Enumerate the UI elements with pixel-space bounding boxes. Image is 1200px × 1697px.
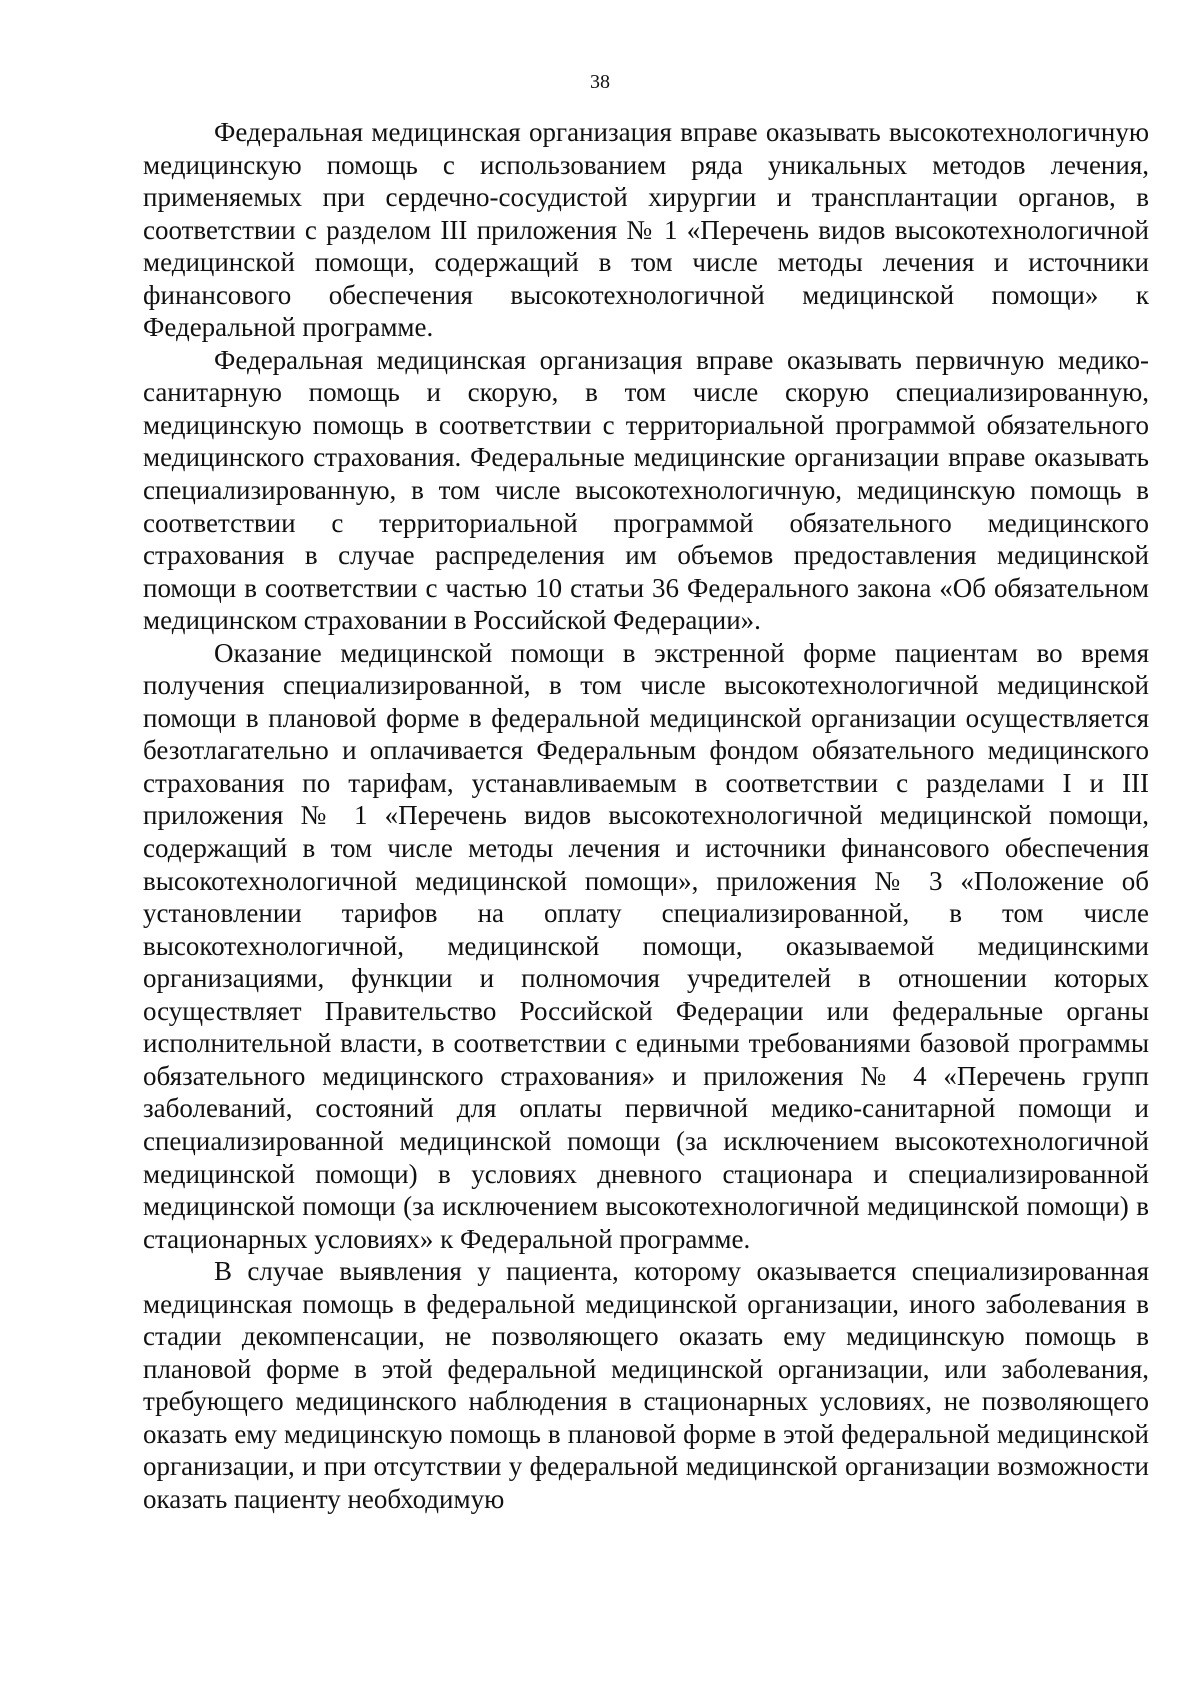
paragraph-2: Федеральная медицинская организация вправе оказывать первичную медико-санитарную помощь и скорую, в том числе скорую специализированную, медицинскую помощь в соответствии с территориальной программой обязательного медицинского страхования. Федеральные медицинские организации вправе оказывать специализированную, в том числе высокотехнологичную, медицинскую помощь в соответствии с территориальной программой обязательного медицинского страхования в случае распределения им объемов предоставления медицинской помощи в соответствии с частью 10 статьи 36 Федерального закона «Об обязательном медицинском страховании в Российской Федерации».: [143, 344, 1149, 636]
page-number: 38: [590, 71, 610, 93]
document-body: [143, 116, 1149, 1516]
paragraph-4: В случае выявления у пациента, которому оказывается специализированная медицинская помощь в федеральной медицинской организации, иного заболевания в стадии декомпенсации, не позволяющего оказать ему медицинскую помощь в плановой форме в этой федеральной медицинской организации, или заболевания, требующего медицинского наблюдения в стационарных условиях, не позволяющего оказать ему медицинскую помощь в плановой форме в этой федеральной медицинской организации, и при отсутствии у федеральной медицинской организации возможности оказать пациенту необходимую: [143, 1256, 1149, 1514]
paragraph-1: Федеральная медицинская организация вправе оказывать высокотехнологичную медицинскую помощь с использованием ряда уникальных методов лечения, применяемых при сердечно-сосудистой хирургии и трансплантации органов, в соответствии с разделом III приложения № 1 «Перечень видов высокотехнологичной медицинской помощи, содержащий в том числе методы лечения и источники финансового обеспечения высокотехнологичной медицинской помощи» к Федеральной программе.: [143, 117, 1149, 343]
paragraph-3: Оказание медицинской помощи в экстренной форме пациентам во время получения специализированной, в том числе высокотехнологичной медицинской помощи в плановой форме в федеральной медицинской организации осуществляется безотлагательно и оплачивается Федеральным фондом обязательного медицинского страхования по тарифам, устанавливаемым в соответствии с разделами I и III приложения № 1 «Перечень видов высокотехнологичной медицинской помощи, содержащий в том числе методы лечения и источники финансового обеспечения высокотехнологичной медицинской помощи», приложения № 3 «Положение об установлении тарифов на оплату специализированной, в том числе высокотехнологичной, медицинской помощи, оказываемой медицинскими организациями, функции и полномочия учредителей в отношении которых осуществляет Правительство Российской Федерации или федеральные органы исполнительной власти, в соответствии с едиными требованиями базовой программы обязательного медицинского страхования» и приложения № 4 «Перечень групп заболеваний, состояний для оплаты первичной медико-санитарной помощи и специализированной медицинской помощи (за исключением высокотехнологичной медицинской помощи) в условиях дневного стационара и специализированной медицинской помощи (за исключением высокотехнологичной медицинской помощи) в стационарных условиях» к Федеральной программе.: [143, 637, 1149, 1254]
